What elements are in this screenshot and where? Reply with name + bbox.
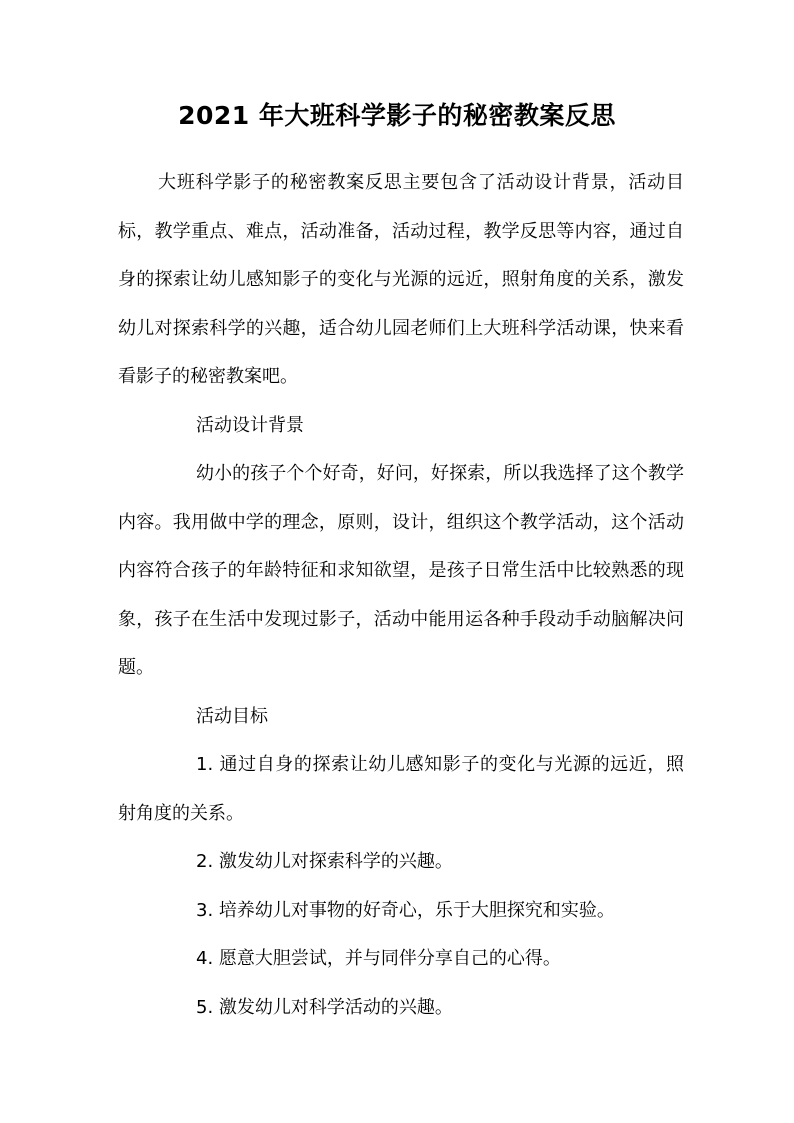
goal-item: 5. 激发幼儿对科学活动的兴趣。 [196,996,453,1018]
intro-paragraph: 大班科学影子的秘密教案反思主要包含了活动设计背景，活动目标，教学重点、难点，活动准备，活动过程，教学反思等内容，通过自身的探索让幼儿感知影子的变化与光源的远近，照射角度的关系，激发幼儿对探索科学的兴趣，适合幼儿园老师们上大班科学活动课，快来看看影子的秘密教案吧。 [118,172,684,387]
goal-item: 3. 培养幼儿对事物的好奇心，乐于大胆探究和实验。 [196,899,615,921]
goal-item: 2. 激发幼儿对探索科学的兴趣。 [196,851,453,872]
document-title: 2021 年大班科学影子的秘密教案反思 [178,101,616,130]
goal-item: 4. 愿意大胆尝试，并与同伴分享自己的心得。 [196,948,561,969]
goals-heading: 活动目标 [196,705,268,727]
goal-item: 1. 通过自身的探索让幼儿感知影子的变化与光源的远近，照射角度的关系。 [118,754,684,824]
document-body [118,159,684,1032]
background-heading: 活动设计背景 [196,414,304,436]
background-paragraph: 幼小的孩子个个好奇，好问，好探索，所以我选择了这个教学内容。我用做中学的理念，原则，设计，组织这个教学活动，这个活动内容符合孩子的年龄特征和求知欲望，是孩子日常生活中比较熟悉的现象，孩子在生活中发现过影子，活动中能用运各种手段动手动脑解决问题。 [118,463,684,678]
